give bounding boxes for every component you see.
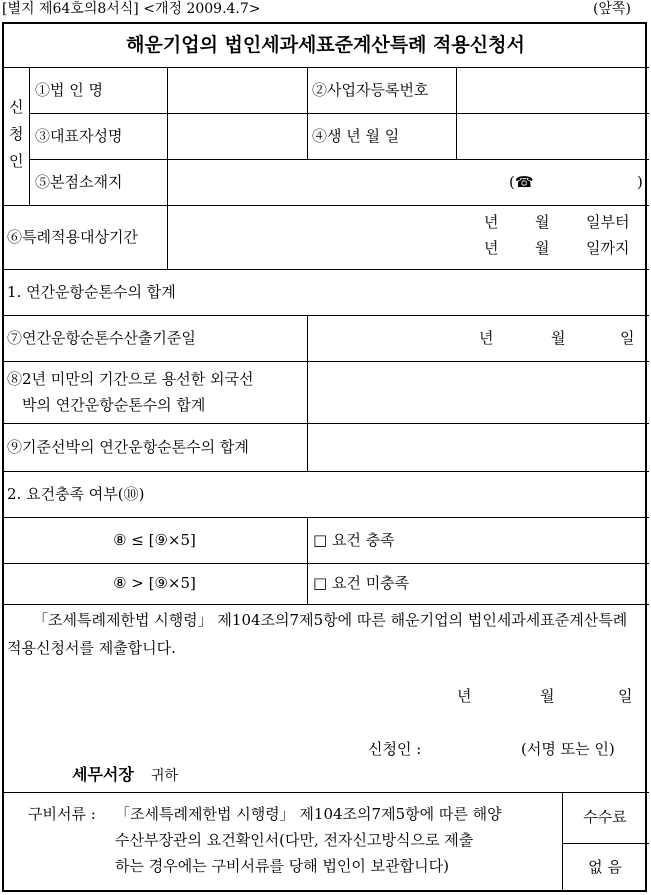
rep-name-label: ③대표자성명 [35, 127, 123, 145]
section-label-char: 청 [9, 125, 24, 143]
fee-label: 수수료 [583, 808, 627, 826]
declaration-text: 「조세특례제한법 시행령」 제104조의7제5항에 따른 해운기업의 법인세과세표준계산특례 적용신청서를 제출합니다. [7, 611, 628, 657]
birth-date-field[interactable] [457, 114, 647, 158]
attachments-line1: 「조세특례제한법 시행령」 제104조의7제5항에 따른 해양 [115, 805, 502, 823]
period-label: ⑥특례적용대상기간 [7, 228, 138, 246]
declaration-month: 월 [540, 687, 555, 705]
sign-note: (서명 또는 인) [521, 740, 615, 758]
period-from-month: 월 [535, 213, 550, 231]
row8-label-line1: ⑧2년 미만의 기간으로 용선한 외국선 [7, 370, 254, 388]
period-to-year: 년 [484, 239, 499, 257]
requirement-unmet-checkbox[interactable]: □ 요건 미충족 [313, 574, 410, 592]
hq-address-field[interactable] [168, 160, 647, 204]
recipient-suffix: 귀하 [151, 768, 179, 784]
form-title: 해운기업의 법인세과세표준계산특례 적용신청서 [126, 34, 525, 56]
row7-day: 일 [620, 329, 635, 347]
section-label-char: 신 [9, 98, 24, 116]
attachments-line3: 하는 경우에는 구비서류를 당해 법인이 보관합니다) [115, 857, 449, 875]
period-from-year: 년 [484, 213, 499, 231]
section-label-char: 인 [9, 152, 24, 170]
section1-heading: 1. 연간운항순톤수의 합계 [7, 283, 176, 301]
row7-field[interactable] [308, 316, 647, 360]
fee-value: 없 음 [588, 858, 622, 876]
section2-heading: 2. 요건충족 여부(⑩) [7, 485, 145, 503]
phone-close: ) [637, 173, 643, 191]
corp-name-field[interactable] [168, 68, 306, 112]
period-field[interactable] [168, 206, 647, 268]
condition-unmet-formula: ⑧ > [⑨×5] [113, 574, 196, 592]
corp-name-label: ①법 인 명 [35, 81, 104, 99]
row8-label-line2: 박의 연간운항순톤수의 합계 [22, 396, 206, 414]
page-side: (앞쪽) [593, 1, 631, 17]
period-from-day: 일부터 [586, 213, 630, 231]
biz-reg-no-label: ②사업자등록번호 [312, 81, 429, 99]
attachments-label: 구비서류 : [28, 805, 96, 823]
period-to-month: 월 [535, 239, 550, 257]
rep-name-field[interactable] [168, 114, 306, 158]
applicant-sign-field[interactable] [440, 736, 520, 760]
biz-reg-no-field[interactable] [457, 68, 647, 112]
period-to-day: 일까지 [586, 239, 630, 257]
condition-met-formula: ⑧ ≤ [⑨×5] [113, 531, 196, 549]
row9-field[interactable] [308, 424, 647, 470]
row9-label: ⑨기준선박의 연간운항순톤수의 합계 [7, 438, 249, 456]
declaration-day: 일 [618, 687, 633, 705]
form-number: [별지 제64호의8서식] <개정 2009.4.7> [2, 1, 261, 17]
row7-label: ⑦연간운항순톤수산출기준일 [7, 329, 196, 347]
row7-year: 년 [479, 329, 494, 347]
attachments-line2: 수산부장관의 요건확인서(다만, 전자신고방식으로 제출 [115, 831, 474, 849]
birth-date-label: ④생 년 월 일 [312, 127, 400, 145]
recipient-tax-office: 세무서장 [72, 765, 134, 784]
phone-open: (☎ [509, 173, 534, 191]
declaration-year: 년 [457, 687, 472, 705]
row8-field[interactable] [308, 362, 647, 422]
hq-address-label: ⑤본점소재지 [35, 173, 123, 191]
row7-month: 월 [551, 329, 566, 347]
requirement-met-checkbox[interactable]: □ 요건 충족 [313, 531, 395, 549]
applicant-sign-label: 신청인 : [368, 740, 422, 758]
